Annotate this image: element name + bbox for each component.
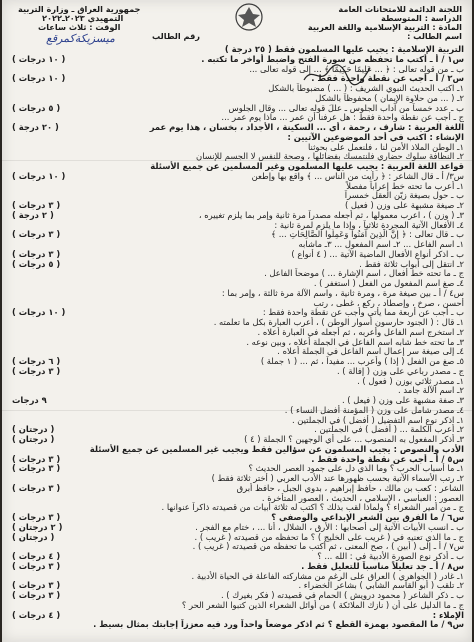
header-left-line: التمهيدي ٢٠٢٣ـ٢٠٢٢	[42, 13, 124, 23]
question-line: ١ـ أعرب ما تحته خط إعراباً مفصلاً	[346, 180, 464, 191]
question-line: س٦ / ما الفرق بين الشعر الإبداعي والوصفي ؟	[271, 512, 464, 522]
question-line: العصور : العباسي ، الإسلامي ، الحديث ، العصور المتأخرة .	[261, 492, 464, 503]
question-line: الأدب والنصوص : يجيب المسلمون عن سؤالين فقط ويجيب غير المسلمين عن جميع الأسئلة	[89, 443, 464, 454]
question-line: ١ـ اسم الفاعل ... ٢ـ اسم المفعول ... ٣ـ ماشابه	[298, 239, 464, 249]
seat-label: رقم الطالب	[152, 31, 201, 41]
question-line: س٤ / أ ـ بين صيغة مرة ، ومرة ثانية ، واسم الآلة مرة ثالثة ، وإمر بما :	[221, 287, 464, 298]
question-line: ٢ـ استخرج اسم الفاعل وأعربه ، ثم أجعله في العبارة أعلاه .	[257, 326, 464, 337]
question-line: قواعد اللغة العربية : يجيب عليها المسلمون وغير المسلمين عن جميع الأسئلة	[150, 161, 464, 171]
question-line: ٢ـ أعرب الكلمة ... ( أفضل ) في الجملتين .	[314, 424, 464, 435]
grade-mark: ( درجتان )	[12, 531, 55, 542]
grade-mark: ( ٣ درجات )	[12, 229, 61, 240]
grade-mark: ( ٦ درجات )	[12, 356, 61, 366]
header-left-line: جمهورية العراق ـ وزارة التربية	[18, 4, 141, 14]
exam-sheet	[2, 0, 472, 642]
question-line: س٧ / أ ـ إلى ( أبين ) ، صح المعنى ، ثم أكتب ما تحفظه من قصيدته ( غريب ) .	[192, 541, 464, 552]
question-line: ٢ـ رتب الأسماء الآتية بحسب ظهورها عند الأدب العربي ( أختر ثلاثة فقط )	[211, 473, 464, 483]
question-line: الإنشاء : اكتب في أحد الموضوعين الآتيين :	[287, 131, 464, 142]
header-right-line: اللجنة الدائمة للامتحانات العامة	[338, 4, 462, 14]
grade-mark: ( ٥ درجات )	[12, 102, 61, 113]
question-line: س٢ / أ ـ أجب عن نقطة واحدة فقط .	[311, 73, 464, 84]
question-line: ٣ـ ما تحته خط شابه اسم الفاعل في الجملة أعلاه ، وبين نوعه .	[246, 336, 464, 347]
header-right-line: اسم الطالب :	[407, 31, 462, 41]
question-line: ب ـ أجب عن أربعة مما يأتي وأجب عن نقطة واحدة فقط :	[262, 307, 464, 318]
question-line: الشاعر : كعب بن مالك ، حافظ إبراهيم ، بدوي الجبل ، حافظ أبرق	[236, 482, 464, 493]
question-line: التربية الإسلامية : يجيب عليها المسلمون فقط ( ٢٥ درجة )	[224, 44, 464, 54]
question-line: ج ـ أجب عن نقطة واحدة فقط : هل عرفنا أن عمر ... ماذا يوم عمر ...	[221, 112, 464, 123]
question-line: ٢ـ انتقل إلى أبواب ثلاثة فقط .	[359, 258, 464, 269]
grade-mark: ( ٢ درجتان )	[12, 521, 63, 532]
ministry-emblem-icon	[234, 2, 264, 32]
header-right-line: الدراسة : المتوسطة	[381, 13, 462, 23]
question-line: ١ـ قال : ( الجنود حارسون أسوار الوطن ) ، أعرب العبارة بكل ما تعلمته .	[213, 317, 464, 327]
question-line: ب ـ عدد خمساً من آداب الجلوس ـ عللَ قوله تعالى ... وقال الجلوس	[228, 102, 464, 113]
question-line: ٢ـ اسم الآلة جامد .	[398, 385, 464, 396]
question-line: س٩ / ما المقصود بهمزة القطع ؟ ثم اذكر موضعاً واحداً ورد فيه معززاً إجابتك بمثال بسيط .	[93, 619, 464, 630]
question-line: ب ـ انسب الأبيات الآتية إلى أصحابها : الأرق ، الشلال ، أنا ... ، ختام مع الفجر .	[195, 521, 464, 532]
grade-mark: ( ٣ درجات )	[12, 482, 61, 493]
question-line: ج ـ من أمير الشعراء ؟ ولماذا لقب بذلك ؟ اكتب له ثلاثة أبيات من قصيدته ذاكراً عنوانها .	[161, 502, 464, 513]
question-line: اللغة العربية : شارف ، رحمة ، أي ... السكينة ، الأجداد ، بخسان ، هذا يوم عمر	[149, 122, 464, 132]
grade-mark: ( ٤ درجات )	[12, 609, 61, 620]
question-line: ١ـ غادر ( الجواهري ) العراق على الرغم من مشاركته الفاعلة في الحياة الأدبية .	[191, 570, 464, 581]
grade-mark: ( ٣ درجات )	[12, 248, 61, 259]
grade-mark: ( ٣ درجات )	[12, 365, 61, 376]
question-line: ب ـ من قوله تعالى : ﴿ ... عَلِيمًا حَكِيمًا ﴾ ... إلى قوله تعالى ...	[249, 63, 464, 74]
grade-mark: ( ٤ درجات )	[12, 551, 61, 561]
header-right-line: المادة : التربية الإسلامية واللغة العربية	[307, 22, 462, 32]
student-handwriting: ميسزيكةكمرقع	[46, 32, 115, 45]
question-line: ب ـ حول بصيغة زيّن العقل خمسراً	[344, 190, 464, 201]
question-line: ١ـ مصدر ثلاثي بوزن ( فعول ) .	[357, 375, 464, 386]
question-line: س٥ / أ ـ أجب عن نقطة واحدة فقط .	[311, 453, 464, 464]
grade-mark: ( ٣ درجات )	[12, 200, 61, 210]
grade-mark: ( ٢٠ درجة )	[12, 122, 59, 132]
question-line: ب ـ أذكر نوع الصورة الأدبية في : الله ... ؟	[317, 551, 464, 561]
question-line: ج ـ ما تحته خط أفعال ، اسم الإشارة ... ) موضحاً الفاعل .	[264, 268, 464, 279]
grade-mark: ( درجتان )	[12, 424, 55, 435]
grade-mark: ( ٣ درجات )	[12, 580, 61, 591]
question-line: ٣ـ ( وزن ) ، اعرب معمولها ، ثم أجعله مصدراً مرة ثانية وإمر بما يلزم تغييره ،	[198, 209, 464, 220]
question-line: ٣ـ صفة مشبهة على وزن ( فيعل ) .	[341, 395, 464, 405]
question-line: ١ـ اذكر نوع اسم التفضيل ( أفضل ) في الجملتين .	[291, 414, 464, 425]
question-line: ٤ـ مصدر شامل على وزن ( المؤمنة أفضل النساء ) .	[284, 404, 464, 415]
grade-mark: ( ٣ درجات )	[12, 590, 61, 600]
grade-mark: ( ٣ درجات )	[12, 463, 61, 474]
grade-mark: ( ٣ درجات )	[12, 453, 61, 464]
grade-mark: ( ١٠ درجات )	[12, 53, 66, 64]
question-line: س١ / أ ـ أكتب ما تحفظه من سورة الفتح واضبط أواخر ما تكتبه .	[201, 53, 464, 64]
grade-mark: ( ٥ درجات )	[12, 258, 61, 269]
question-line: س٨ / أ ـ جد تعليلاً مناسباً للتعليل فقط .	[301, 560, 464, 571]
grade-mark: ( ٢ درجة )	[12, 209, 54, 220]
question-line: ٣ـ أذكر المفعول به المنصوب ... على أي الوجهين ؟ الجملة ( ٤ )	[244, 434, 464, 444]
grade-mark: ( ١٠ درجات )	[12, 307, 66, 318]
question-line: ب ـ اذكر أنواع الأفعال الماضية الآتية ... ( ٤ أنواع )	[291, 248, 464, 259]
question-line: ١ـ الوطن الملاذ الأمن لنا ، فلنعمل على بحوثنا	[308, 141, 464, 152]
question-line: ٢ـ ( ... من حلاوة الإيمان ) محفوظاً بالشكل	[315, 92, 464, 103]
grade-mark: ( درجتان )	[12, 434, 55, 444]
question-line: ٤ـ صغ اسم المفعول من الفعل ( استغفر ) .	[313, 278, 464, 288]
question-line: ج ـ ما الذي تعنيه في ( غريب على الخليج ) ؟ ما تحفظه من قصيدته ( غريب ) .	[194, 531, 464, 542]
grade-mark: ٩ درجات	[12, 395, 47, 405]
question-line: س٣/ أ ـ قال الشاعر : ﴿ رأيت من الناس ... ﴾ واقع بها وإطعن	[251, 170, 464, 181]
question-line: ٥ـ صغ من الفعل ( إذا ) وأعرب ... مفيداً ، ثم ... ( ١ جملة )	[260, 356, 464, 366]
question-line: ج ـ مصدر رباعي على وزن ( إفالة ) .	[336, 365, 464, 376]
grade-mark: ( ١٠ درجات )	[12, 170, 66, 181]
question-line: الإملاء :	[432, 609, 464, 620]
question-line: ب ـ ذكر الشاعر ( محمود درويش ) الحمام في قصيدته ( فكر بغيرك ) .	[220, 590, 464, 600]
question-line: ج ـ ما الدليل على أن ( نازك الملائكة ) من أوائل الشعراء الذين كتبوا الشعر الحر ؟	[181, 599, 464, 610]
question-line: ٢ـ صيغة مشبهة على وزن ( فعيل )	[344, 200, 464, 210]
question-line: ١ـ ما أسباب الحرب ؟ وما الذي دل على جمود العصر الحديث ؟	[248, 463, 464, 474]
question-line: ٢ـ تلقب ( أبو القاسم الشابي ) بشاعر الخضراء .	[298, 580, 464, 591]
question-line: ٤ـ إلى صيغة سر إعمال اسم الفاعل في الجملة أعلاه .	[277, 346, 464, 357]
header-left-line: الوقت : ثلاث ساعات	[38, 22, 121, 32]
grade-mark: ( ١٠ درجات )	[12, 73, 66, 84]
question-line: ١ـ اكتب الحديث النبوي الشريف : ( ... ) مضبوطاً بالشكل	[268, 83, 464, 93]
question-line: أحسن ، صرخ ، وإصطاد ، ركع ، غطى ، رتب	[313, 297, 464, 308]
grade-mark: ( ٣ درجات )	[12, 512, 61, 522]
grade-mark: ( ٣ درجات )	[12, 560, 61, 571]
question-line: ٢ـ النظافة سلوك حضاري فلنتمسك بفضائلها ، وصحة للنفس لا الجسم للإنسان	[196, 151, 464, 162]
question-line: ب ـ قال تعالى : ﴿ إِنَّ الَّذِينَ آمَنُوا وَعَمِلُوا الصَّالِحَاتِ ... ﴾	[271, 229, 464, 240]
question-line: ٤ـ الأفعال الآتية المجردة ثلاثياً ، وإذا ما يلزم لمرة ثانية :	[274, 219, 464, 230]
